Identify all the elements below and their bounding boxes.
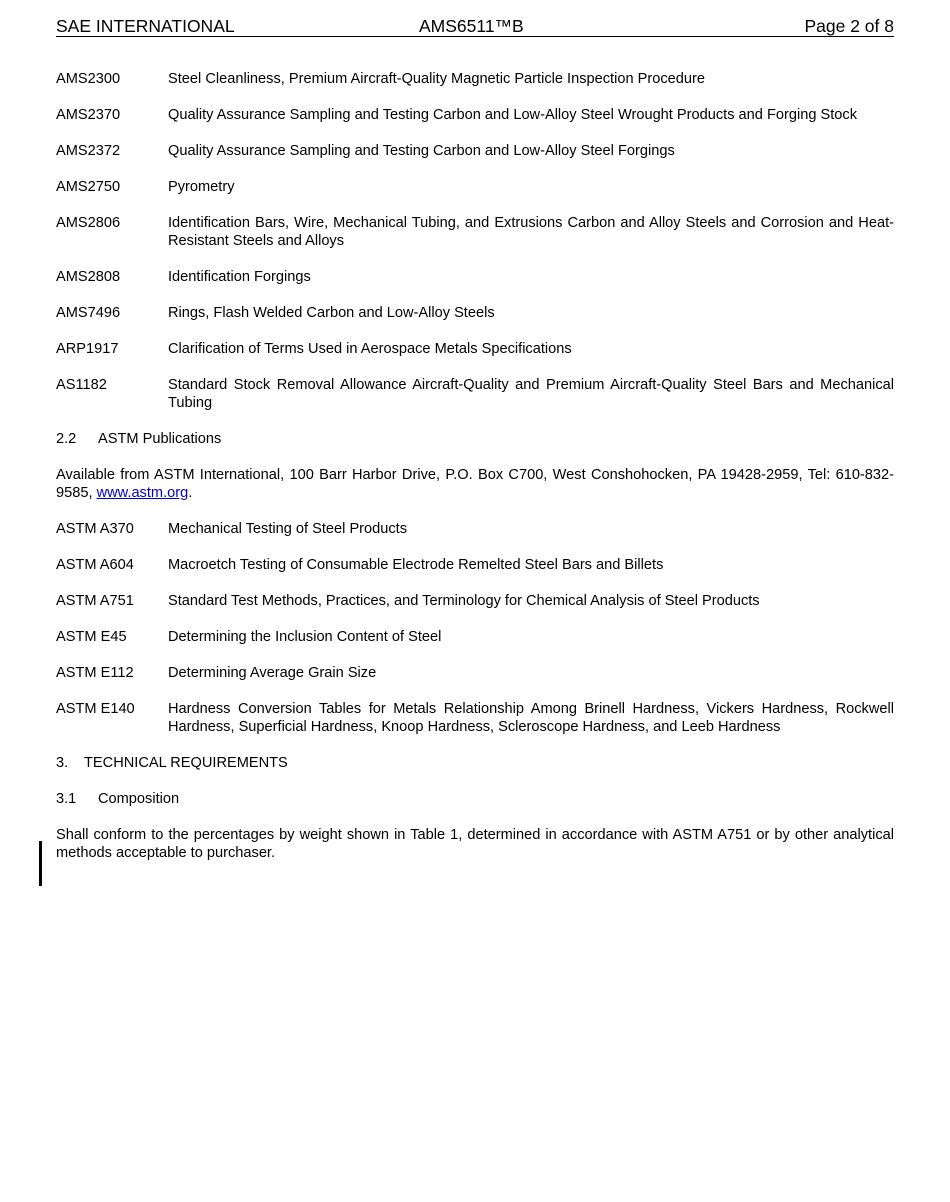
section-heading-astm (56, 430, 894, 448)
reference-item (56, 700, 894, 736)
reference-code: ASTM E112 (56, 665, 134, 681)
change-bar (39, 841, 42, 886)
reference-item (56, 70, 894, 88)
reference-item (56, 178, 894, 196)
astm-website-link[interactable]: www.astm.org (96, 485, 189, 501)
section-number: 3. (56, 755, 69, 771)
header-page-number: Page 2 of 8 (804, 16, 894, 36)
reference-item (56, 268, 894, 286)
reference-code: ASTM A370 (56, 521, 134, 537)
page-header (56, 16, 894, 37)
reference-title: Rings, Flash Welded Carbon and Low-Alloy Steels (168, 305, 495, 321)
reference-title: Quality Assurance Sampling and Testing Carbon and Low-Alloy Steel Wrought Products and Forging Stock (168, 107, 857, 123)
reference-title: Clarification of Terms Used in Aerospace Metals Specifications (168, 341, 572, 357)
reference-code: ASTM E140 (56, 701, 135, 717)
reference-item (56, 106, 894, 124)
availability-end: . (188, 485, 193, 501)
reference-code: AMS2750 (56, 179, 121, 195)
reference-title: Standard Stock Removal Allowance Aircraft-Quality and Premium Aircraft-Quality Steel Bars and Mechanical Tubing (168, 377, 894, 411)
reference-item (56, 304, 894, 322)
reference-title: Standard Test Methods, Practices, and Terminology for Chemical Analysis of Steel Products (168, 593, 760, 609)
reference-code: ASTM A751 (56, 593, 134, 609)
reference-title: Determining the Inclusion Content of Steel (168, 629, 442, 645)
reference-item (56, 214, 894, 250)
header-org: SAE INTERNATIONAL (56, 16, 235, 36)
reference-code: AS1182 (56, 377, 107, 393)
reference-item (56, 556, 894, 574)
reference-code: AMS2370 (56, 107, 121, 123)
availability-text: Available from ASTM International, 100 Barr Harbor Drive, P.O. Box C700, West Conshohocken, PA 19428-2959, Tel: 610-832-9585, (56, 467, 894, 501)
reference-title: Macroetch Testing of Consumable Electrode Remelted Steel Bars and Billets (168, 557, 664, 573)
header-doc-number: AMS6511™B (419, 16, 524, 36)
reference-item (56, 592, 894, 610)
reference-item (56, 142, 894, 160)
reference-item (56, 520, 894, 538)
section-heading-technical-requirements (56, 754, 894, 772)
reference-code: AMS2808 (56, 269, 121, 285)
section-number: 3.1 (56, 791, 77, 807)
reference-title: Identification Forgings (168, 269, 311, 285)
reference-item (56, 664, 894, 682)
reference-title: Pyrometry (168, 179, 235, 195)
reference-title: Identification Bars, Wire, Mechanical Tubing, and Extrusions Carbon and Alloy Steels and Corrosion and Heat-Resistant Steels and Alloys (168, 215, 894, 249)
reference-title: Quality Assurance Sampling and Testing Carbon and Low-Alloy Steel Forgings (168, 143, 675, 159)
composition-paragraph: Shall conform to the percentages by weight shown in Table 1, determined in accordance with ASTM A751 or by other analytical methods acceptable to purchaser. (56, 827, 894, 861)
reference-item (56, 340, 894, 358)
reference-title: Steel Cleanliness, Premium Aircraft-Quality Magnetic Particle Inspection Procedure (168, 71, 705, 87)
reference-title: Mechanical Testing of Steel Products (168, 521, 408, 537)
section-number: 2.2 (56, 431, 77, 447)
section-title: TECHNICAL REQUIREMENTS (84, 755, 288, 771)
reference-code: AMS7496 (56, 305, 121, 321)
reference-code: AMS2372 (56, 143, 121, 159)
reference-item (56, 376, 894, 412)
astm-availability-paragraph (56, 466, 894, 502)
section-title: ASTM Publications (98, 431, 222, 447)
reference-code: ARP1917 (56, 341, 119, 357)
section-heading-composition (56, 790, 894, 808)
section-title: Composition (98, 791, 180, 807)
reference-title: Hardness Conversion Tables for Metals Relationship Among Brinell Hardness, Vickers Hardness, Rockwell Hardness, Superficial Hardness, Knoop Hardness, Scleroscope Hardness, and Leeb Hardness (168, 701, 894, 735)
reference-code: AMS2806 (56, 215, 121, 231)
reference-code: ASTM A604 (56, 557, 134, 573)
document-body (56, 70, 894, 880)
reference-code: ASTM E45 (56, 629, 127, 645)
reference-title: Determining Average Grain Size (168, 665, 377, 681)
reference-item (56, 628, 894, 646)
reference-code: AMS2300 (56, 71, 121, 87)
